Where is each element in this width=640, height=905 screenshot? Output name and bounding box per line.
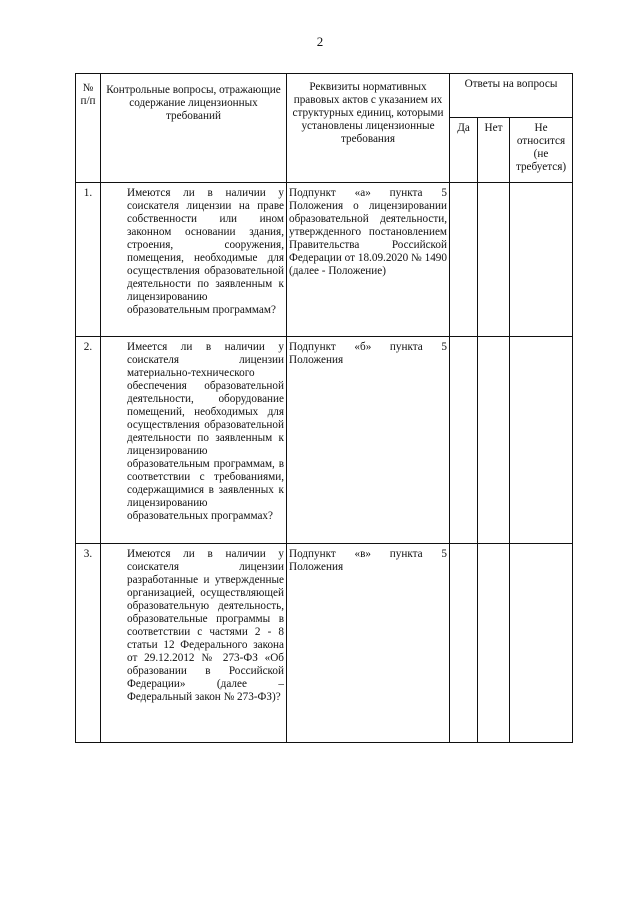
table-row	[76, 337, 573, 544]
header-number: № п/п	[76, 74, 101, 183]
answer-yes-cell[interactable]	[450, 337, 478, 544]
table-row	[76, 183, 573, 337]
row-requisites: Подпункт «а» пункта 5 Положения о лицензировании образовательной деятельности, утвержденного постановлением Правительства Российской Федерации от 18.09.2020 № 1490 (далее - Положение)	[287, 183, 450, 337]
header-question: Контрольные вопросы, отражающие содержание лицензионных требований	[101, 74, 287, 183]
table-header-row	[76, 74, 573, 118]
row-number: 2.	[76, 337, 101, 544]
row-number: 1.	[76, 183, 101, 337]
row-requisites: Подпункт «б» пункта 5 Положения	[287, 337, 450, 544]
row-number: 3.	[76, 544, 101, 743]
row-question: Имеется ли в наличии у соискателя лицензии материально-технического обеспечения образовательной деятельности, оборудование помещений, необходимых для осуществления образовательной деятельности по заявленным к лицензированию образовательным программам, в соответствии с требованиями, содержащимися в заявленных к лицензированию образовательных программах?	[101, 337, 287, 544]
header-yes: Да	[450, 118, 478, 183]
header-not-applicable: Не относится (не требуется)	[510, 118, 573, 183]
table-row	[76, 544, 573, 743]
page-number: 2	[316, 34, 324, 49]
answer-not-applicable-cell[interactable]	[510, 337, 573, 544]
header-requisites: Реквизиты нормативных правовых актов с указанием их структурных единиц, которыми установлены лицензионные требования	[287, 74, 450, 183]
answer-yes-cell[interactable]	[450, 183, 478, 337]
license-requirements-table	[75, 73, 573, 743]
answer-no-cell[interactable]	[478, 183, 510, 337]
answer-no-cell[interactable]	[478, 337, 510, 544]
answer-not-applicable-cell[interactable]	[510, 544, 573, 743]
row-question: Имеются ли в наличии у соискателя лицензии на праве собственности или ином законном основании здания, строения, сооружения, помещения, необходимые для осуществления образовательной деятельности по заявленным к лицензированию образовательным программам?	[101, 183, 287, 337]
answer-yes-cell[interactable]	[450, 544, 478, 743]
header-no: Нет	[478, 118, 510, 183]
row-requisites: Подпункт «в» пункта 5 Положения	[287, 544, 450, 743]
answer-no-cell[interactable]	[478, 544, 510, 743]
row-question: Имеются ли в наличии у соискателя лицензии разработанные и утвержденные организацией, осуществляющей образовательную деятельность, образовательные программы в соответствии с частями 2 - 8 статьи 12 Федерального закона от 29.12.2012 № 273-ФЗ «Об образовании в Российской Федерации» (далее – Федеральный закон № 273-ФЗ)?	[101, 544, 287, 743]
answer-not-applicable-cell[interactable]	[510, 183, 573, 337]
header-answers: Ответы на вопросы	[450, 74, 573, 118]
